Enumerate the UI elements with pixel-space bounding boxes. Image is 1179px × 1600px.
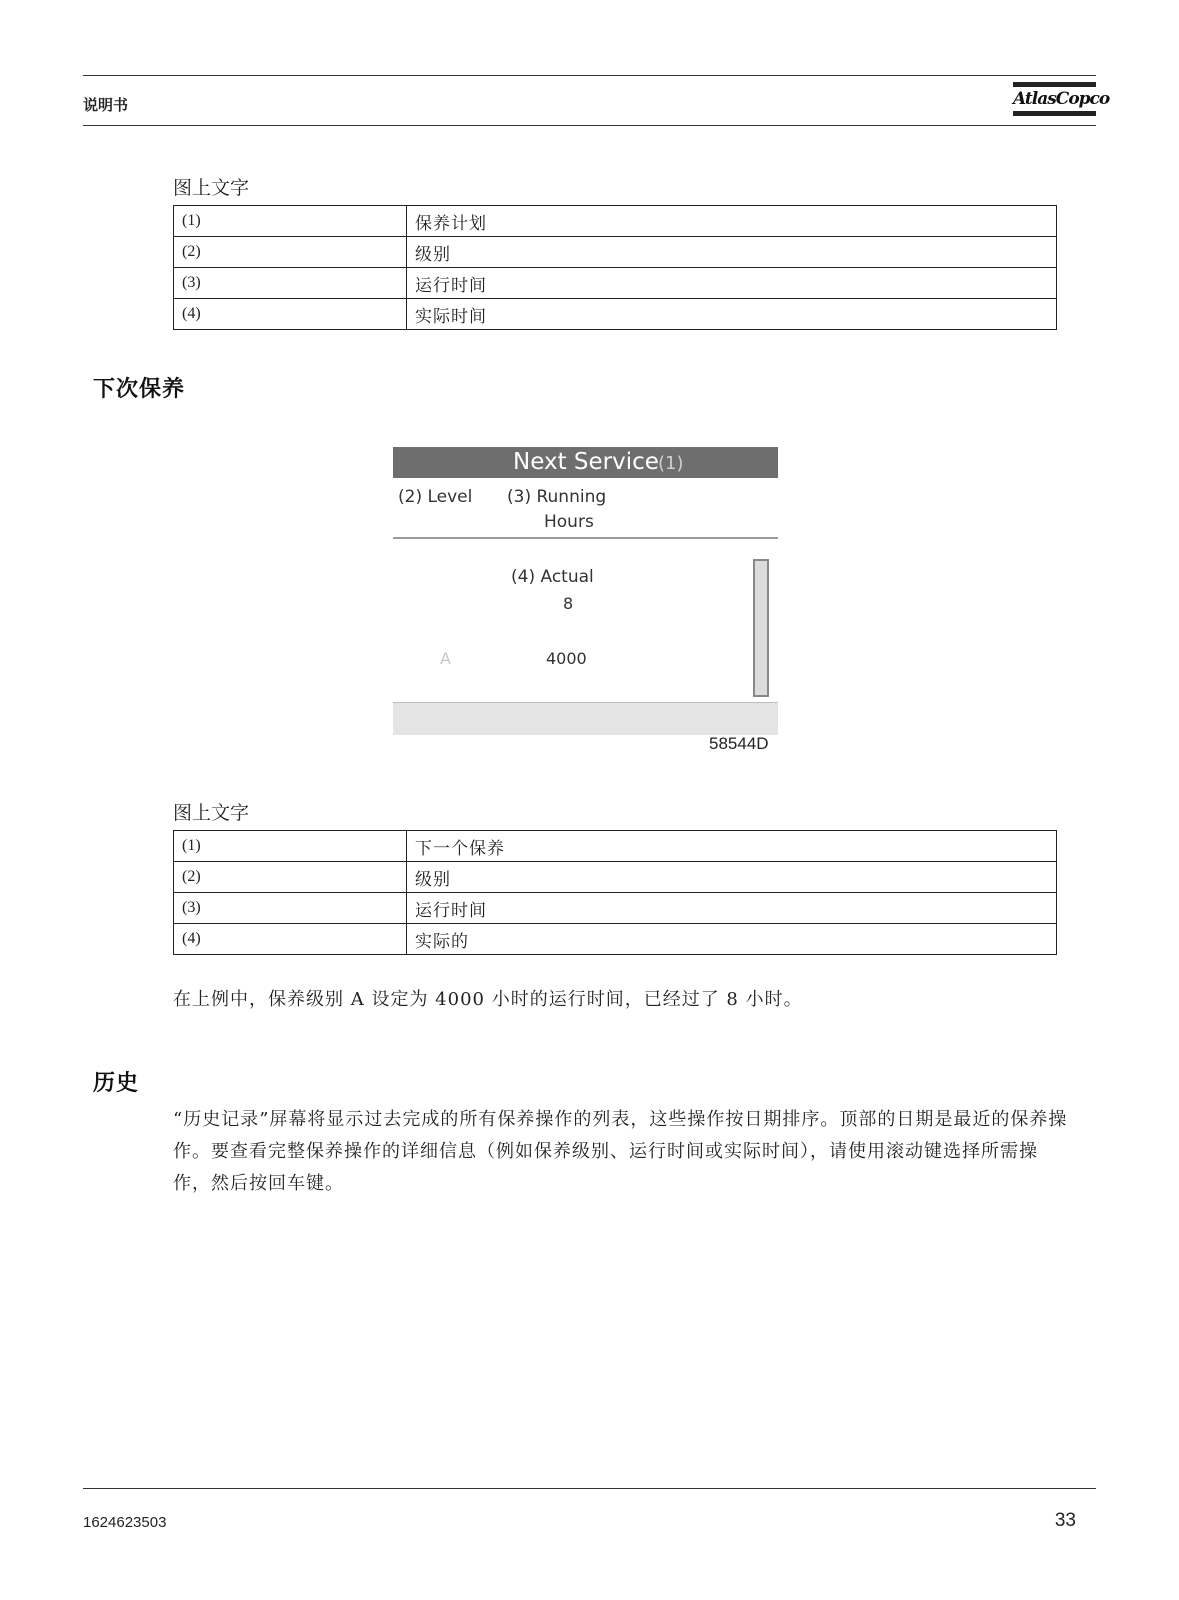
level-label: (2) Level xyxy=(398,487,473,507)
screen-title-num: (1) xyxy=(658,453,684,474)
legend-text: 下一个保养 xyxy=(407,831,1057,862)
legend-num: (3) xyxy=(174,268,407,299)
table-row xyxy=(174,206,1057,237)
table-row xyxy=(174,831,1057,862)
scrollbar[interactable] xyxy=(753,559,769,697)
table-row xyxy=(174,893,1057,924)
hours-label: Hours xyxy=(544,512,594,532)
level-value: A xyxy=(440,649,451,668)
section-title-history: 历史 xyxy=(93,1070,140,1096)
running-value: 4000 xyxy=(546,649,587,668)
footer-rule xyxy=(83,1488,1096,1489)
legend-text: 实际时间 xyxy=(407,299,1057,330)
header-top-rule xyxy=(83,75,1096,76)
section-title-next-service: 下次保养 xyxy=(93,376,186,402)
running-label: (3) Running xyxy=(507,487,607,507)
legend-num: (2) xyxy=(174,237,407,268)
legend-text: 运行时间 xyxy=(407,893,1057,924)
legend2-table xyxy=(173,830,1057,955)
legend-text: 实际的 xyxy=(407,924,1057,955)
table-row xyxy=(174,862,1057,893)
page-number: 33 xyxy=(1054,1510,1076,1531)
legend2-caption: 图上文字 xyxy=(173,802,250,824)
legend-num: (1) xyxy=(174,831,407,862)
screen-title-bar xyxy=(393,447,778,478)
logo-text: AtlasCopco xyxy=(1013,89,1110,109)
legend-num: (4) xyxy=(174,924,407,955)
footer-doc-id: 1624623503 xyxy=(83,1514,167,1531)
legend-text: 保养计划 xyxy=(407,206,1057,237)
table-row xyxy=(174,924,1057,955)
legend-num: (4) xyxy=(174,299,407,330)
example-paragraph: 在上例中，保养级别 A 设定为 4000 小时的运行时间，已经过了 8 小时。 xyxy=(173,989,803,1010)
legend-num: (2) xyxy=(174,862,407,893)
legend1-table xyxy=(173,205,1057,330)
actual-label: (4) Actual xyxy=(511,567,594,587)
legend-num: (3) xyxy=(174,893,407,924)
legend-text: 运行时间 xyxy=(407,268,1057,299)
actual-value: 8 xyxy=(563,594,574,613)
brand-logo xyxy=(1013,82,1110,116)
history-paragraph: “历史记录”屏幕将显示过去完成的所有保养操作的列表，这些操作按日期排序。顶部的日期是最近的保养操作。要查看完整保养操作的详细信息（例如保养级别、运行时间或实际时间），请使用滚动键选择所需操作，然后按回车键。 xyxy=(173,1109,1068,1194)
legend1-caption: 图上文字 xyxy=(173,177,250,199)
logo-bar-bottom xyxy=(1013,111,1096,116)
header-bottom-rule xyxy=(83,125,1096,126)
header-label: 说明书 xyxy=(83,96,129,114)
table-row xyxy=(174,299,1057,330)
screen-footer-bar xyxy=(393,703,778,735)
legend-text: 级别 xyxy=(407,862,1057,893)
next-service-screen xyxy=(393,447,778,735)
screen-header-divider xyxy=(393,537,778,539)
figure-id: 58544D xyxy=(709,734,769,753)
screen-title: Next Service xyxy=(513,449,659,475)
table-row xyxy=(174,268,1057,299)
table-row xyxy=(174,237,1057,268)
legend-num: (1) xyxy=(174,206,407,237)
legend-text: 级别 xyxy=(407,237,1057,268)
